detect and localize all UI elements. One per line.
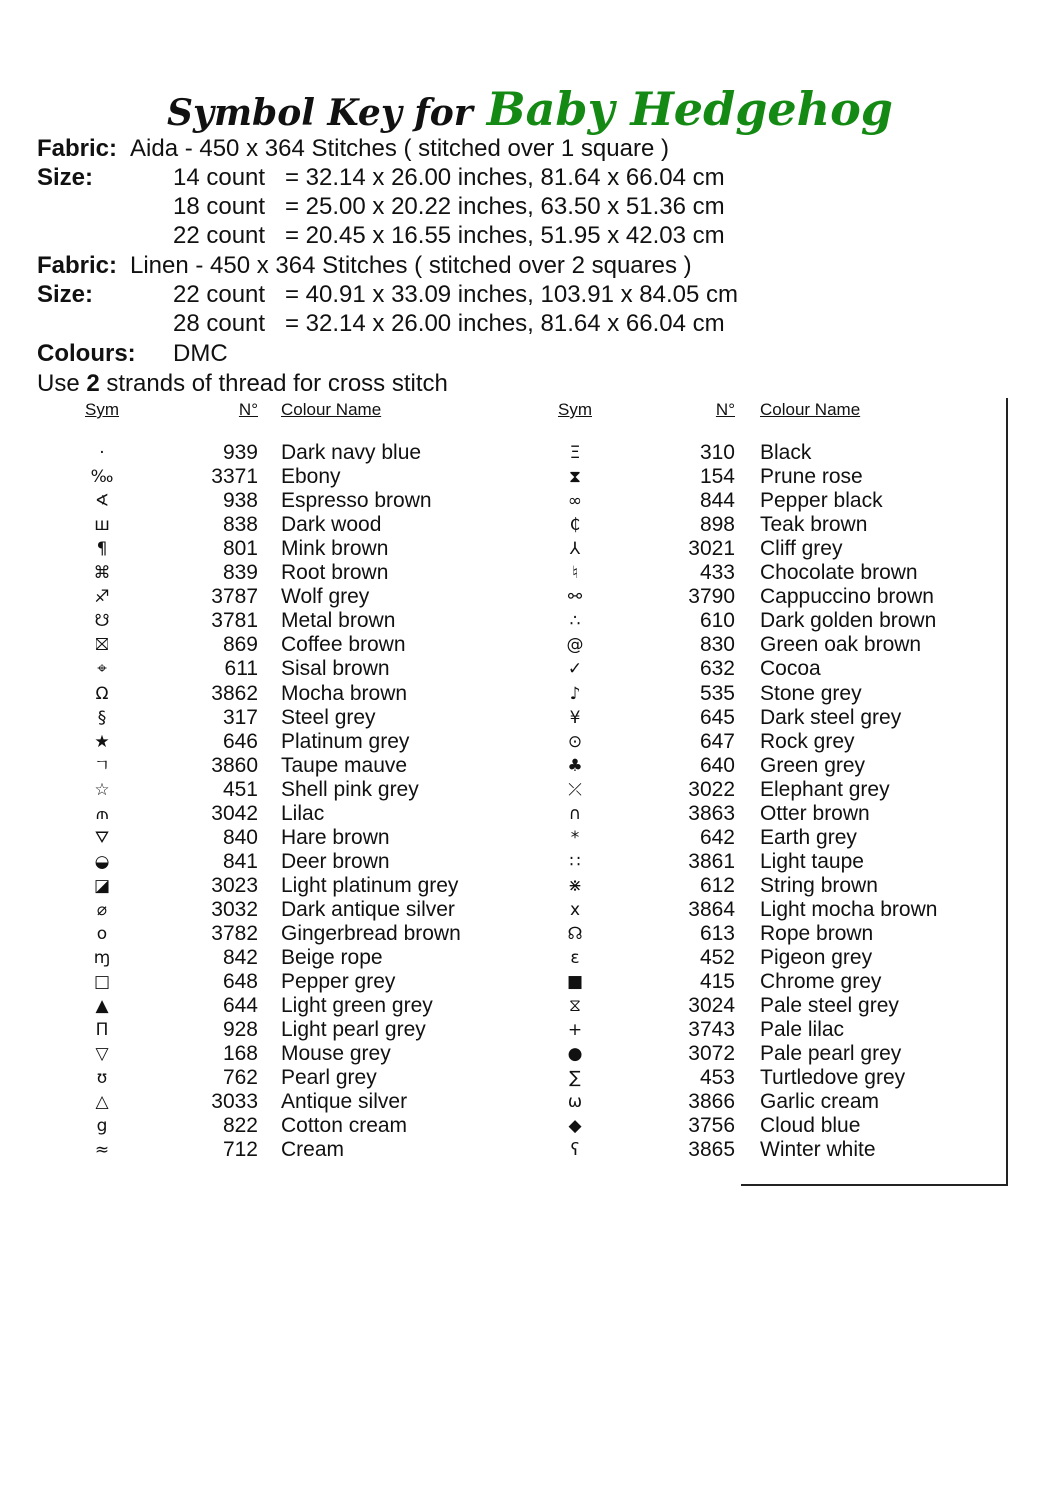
- stitch-symbol-icon: ∢: [94, 491, 110, 512]
- stitch-symbol-icon: ☋: [94, 611, 110, 632]
- dmc-number: 3032: [211, 897, 258, 921]
- dmc-number: 647: [699, 729, 735, 753]
- colour-name: Gingerbread brown: [281, 922, 461, 945]
- stitch-symbol-icon: ◆: [568, 1116, 582, 1137]
- dmc-number: 3756: [688, 1114, 735, 1138]
- dmc-number: 939: [222, 441, 258, 464]
- aida-size-count: 18 count: [173, 193, 266, 220]
- dmc-number: 3781: [211, 609, 258, 633]
- dmc-number: 310: [699, 441, 735, 464]
- colour-name: Light platinum grey: [281, 873, 459, 897]
- stitch-symbol-icon: □: [93, 972, 111, 993]
- dmc-number: 3743: [688, 1018, 735, 1042]
- colour-name: Dark antique silver: [281, 897, 455, 921]
- colour-name: Winter white: [760, 1138, 876, 1162]
- dmc-number: 433: [699, 561, 735, 585]
- title-prefix: Symbol Key for: [167, 92, 473, 134]
- colour-name: Cloud blue: [760, 1114, 861, 1138]
- dmc-number: 648: [222, 970, 258, 994]
- colour-name: Hare brown: [281, 825, 390, 849]
- colour-name: Stone grey: [760, 681, 862, 705]
- dmc-number: 611: [224, 657, 258, 681]
- stitch-symbol-icon: ☆: [94, 779, 110, 800]
- stitch-symbol-icon: △: [95, 1092, 109, 1113]
- dmc-number: 869: [222, 633, 258, 657]
- dmc-number: 830: [699, 633, 735, 657]
- dmc-number: 762: [222, 1066, 258, 1090]
- colour-name: Coffee brown: [281, 633, 406, 657]
- dmc-number: 3072: [688, 1042, 735, 1066]
- colour-name: Steel grey: [281, 705, 376, 729]
- dmc-number: 841: [222, 849, 258, 873]
- colour-name: Mink brown: [281, 537, 389, 561]
- dmc-number: 3023: [211, 873, 258, 897]
- dmc-number: 3787: [211, 585, 258, 609]
- dmc-number: 642: [699, 825, 735, 849]
- dmc-number: 3790: [688, 585, 735, 609]
- colour-name: Mouse grey: [281, 1042, 391, 1066]
- stitch-symbol-icon: *: [570, 827, 580, 848]
- dmc-number: 3024: [688, 994, 735, 1018]
- colour-name: Light pearl grey: [281, 1018, 426, 1042]
- dmc-number: 840: [222, 825, 258, 849]
- stitch-symbol-icon: ₵: [569, 515, 581, 536]
- stitch-symbol-icon: ʊ: [96, 1068, 108, 1089]
- stitch-symbol-icon: ⛛: [94, 827, 110, 848]
- stitch-symbol-icon: ≈: [94, 1140, 110, 1161]
- strands-post: strands of thread for cross stitch: [99, 370, 448, 397]
- colour-name: Pigeon grey: [760, 946, 873, 970]
- stitch-symbol-icon: Ξ: [569, 443, 581, 463]
- stitch-symbol-icon: ∴: [569, 611, 581, 632]
- colour-name: Pale pearl grey: [760, 1042, 902, 1066]
- linen-size-count: 28 count: [173, 310, 266, 337]
- stitch-symbol-icon: ⌘: [93, 563, 111, 584]
- stitch-symbol-icon: Π: [95, 1020, 109, 1041]
- colour-name: Otter brown: [760, 801, 870, 825]
- stitch-symbol-icon: ⧗: [569, 467, 581, 488]
- dmc-number: 3864: [688, 897, 735, 921]
- colour-name: Rope brown: [760, 922, 874, 945]
- colour-name: Pearl grey: [281, 1066, 377, 1090]
- stitch-symbol-icon: ✓: [567, 659, 583, 680]
- dmc-number: 898: [699, 513, 735, 537]
- stitch-symbol-icon: x: [569, 899, 581, 920]
- dmc-number: 3863: [688, 801, 735, 825]
- dmc-number: 712: [222, 1138, 258, 1162]
- dmc-number: 3860: [211, 753, 258, 777]
- colour-name: String brown: [760, 873, 878, 897]
- dmc-number: 844: [699, 489, 735, 513]
- colour-name: Platinum grey: [281, 729, 410, 753]
- dmc-number: 610: [699, 609, 735, 633]
- stitch-symbol-icon: ▽: [95, 1044, 109, 1065]
- dmc-number: 839: [222, 561, 258, 585]
- colour-name: Taupe mauve: [281, 753, 408, 777]
- colour-name: Mocha brown: [281, 681, 408, 705]
- colours-value: DMC: [173, 340, 228, 367]
- linen-size-count: 22 count: [173, 281, 266, 308]
- colour-name: Cliff grey: [760, 537, 843, 561]
- colour-name: Espresso brown: [281, 489, 432, 513]
- stitch-symbol-icon: ☊: [567, 924, 583, 944]
- dmc-number: 3866: [688, 1090, 735, 1114]
- stitch-symbol-icon: ⌖: [97, 659, 107, 680]
- colour-name: Garlic cream: [760, 1090, 880, 1114]
- dmc-number: 640: [699, 753, 735, 777]
- stitch-symbol-icon: ∩: [568, 803, 582, 824]
- colour-name: Chrome grey: [760, 970, 882, 994]
- stitch-symbol-icon: ◪: [93, 875, 111, 896]
- linen-fabric-label: Fabric:: [37, 252, 118, 279]
- aida-size-label: Size:: [37, 164, 94, 191]
- linen-size-dims: = 40.91 x 33.09 inches, 103.91 x 84.05 cm: [285, 281, 738, 308]
- dmc-number: 632: [699, 657, 735, 681]
- stitch-symbol-icon: ∞: [567, 491, 583, 512]
- stitch-symbol-icon: ш: [94, 515, 110, 536]
- stitch-symbol-icon: ⛝: [95, 635, 109, 656]
- aida-size-dims: = 20.45 x 16.55 inches, 51.95 x 42.03 cm: [285, 222, 725, 249]
- stitch-symbol-icon: ♣: [567, 755, 583, 776]
- stitch-symbol-icon: g: [96, 1116, 108, 1137]
- dmc-number: 928: [222, 1018, 258, 1042]
- page-title: [0, 82, 1060, 136]
- dmc-number: 938: [222, 489, 258, 513]
- dmc-number: 3033: [211, 1090, 258, 1114]
- stitch-symbol-icon: ★: [94, 731, 110, 752]
- stitch-symbol-icon: ⌀: [96, 899, 108, 920]
- header-num-left: N°: [238, 400, 258, 419]
- aida-size-dims: = 32.14 x 26.00 inches, 81.64 x 66.04 cm: [285, 164, 725, 191]
- dmc-number: 451: [222, 777, 258, 801]
- colour-name: Pepper grey: [281, 970, 396, 994]
- stitch-symbol-icon: ㄱ: [93, 755, 111, 776]
- stitch-symbol-icon: ⋇: [567, 875, 583, 896]
- strands-note: [37, 370, 448, 398]
- colours-label: Colours:: [37, 340, 136, 367]
- colour-name: Turtledove grey: [760, 1066, 906, 1090]
- dmc-number: 415: [699, 970, 735, 994]
- dmc-number: 3021: [688, 537, 735, 561]
- stitch-symbol-icon: ⊙: [567, 731, 583, 752]
- aida-size-count: 14 count: [173, 164, 266, 191]
- stitch-symbol-icon: ∑: [569, 1068, 581, 1089]
- colour-name: Antique silver: [281, 1090, 408, 1114]
- linen-size-dims: = 32.14 x 26.00 inches, 81.64 x 66.04 cm: [285, 310, 725, 337]
- dmc-number: 3371: [211, 465, 258, 489]
- stitch-symbol-icon: ⧖: [569, 996, 581, 1017]
- colour-name: Elephant grey: [760, 777, 890, 801]
- header-name-right: Colour Name: [760, 400, 861, 419]
- colour-name: Cocoa: [760, 657, 821, 681]
- dmc-number: 644: [222, 994, 258, 1018]
- stitch-symbol-icon: ⤫: [568, 779, 582, 800]
- colour-name: Light taupe: [760, 849, 864, 873]
- aida-size-dims: = 25.00 x 20.22 inches, 63.50 x 51.36 cm: [285, 193, 725, 220]
- table-bottom-border: [741, 1184, 1008, 1186]
- colour-name: Shell pink grey: [281, 777, 419, 801]
- stitch-symbol-icon: ω: [567, 1092, 583, 1113]
- stitch-symbol-icon: ♪: [569, 683, 581, 704]
- colour-name: Cotton cream: [281, 1114, 408, 1138]
- dmc-number: 3022: [688, 777, 735, 801]
- stitch-symbol-icon: ♐: [94, 587, 110, 608]
- stitch-symbol-icon: ʕ: [570, 1140, 580, 1161]
- colour-name: Deer brown: [281, 849, 390, 873]
- colour-name: Green oak brown: [760, 633, 922, 657]
- table-right-border: [1006, 398, 1008, 1186]
- stitch-symbol-icon: ∷: [569, 851, 581, 872]
- dmc-number: 3861: [688, 849, 735, 873]
- aida-fabric-value: Aida - 450 x 364 Stitches ( stitched over 1 square ): [130, 135, 669, 162]
- dmc-number: 452: [699, 946, 735, 970]
- pattern-name: Baby Hedgehog: [486, 82, 893, 136]
- colour-name: Metal brown: [281, 609, 396, 633]
- stitch-symbol-icon: Ω: [95, 683, 109, 704]
- dmc-number: 842: [222, 946, 258, 970]
- stitch-symbol-icon: ⚯: [567, 587, 583, 608]
- dmc-number: 453: [699, 1066, 735, 1090]
- stitch-symbol-icon: ɛ: [570, 948, 580, 969]
- header-sym-right: Sym: [558, 400, 592, 419]
- stitch-symbol-icon: ●: [567, 1044, 583, 1065]
- colour-name: Black: [760, 441, 812, 464]
- dmc-number: 645: [699, 705, 735, 729]
- strands-pre: Use: [37, 370, 87, 397]
- colour-name: Dark navy blue: [281, 441, 422, 464]
- strands-count: 2: [86, 370, 100, 397]
- header-sym-left: Sym: [85, 400, 119, 419]
- colour-name: Cappuccino brown: [760, 585, 934, 609]
- colour-name: Earth grey: [760, 825, 857, 849]
- colour-name: Pale steel grey: [760, 994, 899, 1018]
- colour-name: Dark steel grey: [760, 705, 902, 729]
- colour-name: Lilac: [281, 801, 325, 825]
- dmc-number: 838: [222, 513, 258, 537]
- stitch-symbol-icon: ⅄: [569, 539, 581, 560]
- dmc-number: 3782: [211, 922, 258, 945]
- stitch-symbol-icon: ·: [99, 443, 105, 463]
- stitch-symbol-icon: ♮: [571, 563, 579, 584]
- stitch-symbol-icon: ¥: [569, 707, 581, 728]
- aida-fabric-line: [37, 135, 669, 163]
- colour-name: Ebony: [281, 465, 341, 489]
- colour-name: Sisal brown: [281, 657, 390, 681]
- colour-name: Teak brown: [760, 513, 868, 537]
- header-name-left: Colour Name: [281, 400, 382, 419]
- colour-name: Dark golden brown: [760, 609, 937, 633]
- stitch-symbol-icon: +: [567, 1020, 583, 1041]
- dmc-number: 154: [699, 465, 735, 489]
- dmc-number: 3862: [211, 681, 258, 705]
- colour-name: Pale lilac: [760, 1018, 845, 1042]
- colour-name: Light mocha brown: [760, 897, 938, 921]
- stitch-symbol-icon: o: [96, 924, 108, 944]
- colour-name: Root brown: [281, 561, 389, 585]
- colour-name: Dark wood: [281, 513, 382, 537]
- dmc-number: 317: [222, 705, 258, 729]
- dmc-number: 613: [699, 922, 735, 945]
- linen-size-label: Size:: [37, 281, 94, 308]
- stitch-symbol-icon: ■: [566, 972, 584, 993]
- linen-fabric-line: [37, 252, 692, 280]
- aida-size-count: 22 count: [173, 222, 266, 249]
- dmc-number: 612: [699, 873, 735, 897]
- colour-name: Pepper black: [760, 489, 883, 513]
- dmc-number: 822: [222, 1114, 258, 1138]
- stitch-symbol-icon: ▲: [95, 996, 109, 1017]
- dmc-number: 3865: [688, 1138, 735, 1162]
- colour-name: Beige rope: [281, 946, 383, 970]
- stitch-symbol-icon: @: [566, 635, 584, 656]
- dmc-number: 646: [222, 729, 258, 753]
- colour-name: Wolf grey: [281, 585, 370, 609]
- dmc-number: 535: [699, 681, 735, 705]
- colour-name: Rock grey: [760, 729, 855, 753]
- aida-fabric-label: Fabric:: [37, 135, 118, 162]
- stitch-symbol-icon: §: [97, 707, 107, 728]
- stitch-symbol-icon: ¶: [96, 539, 108, 560]
- dmc-number: 168: [222, 1042, 258, 1066]
- header-num-right: N°: [715, 400, 735, 419]
- stitch-symbol-icon: ⫙: [96, 803, 108, 824]
- colour-name: Light green grey: [281, 994, 433, 1018]
- stitch-symbol-icon: ◒: [94, 851, 110, 872]
- stitch-symbol-icon: ‰: [90, 467, 114, 488]
- colour-name: Chocolate brown: [760, 561, 918, 585]
- dmc-number: 801: [222, 537, 258, 561]
- linen-fabric-value: Linen - 450 x 364 Stitches ( stitched over 2 squares ): [130, 252, 692, 279]
- colour-name: Green grey: [760, 753, 866, 777]
- colour-name: Prune rose: [760, 465, 863, 489]
- stitch-symbol-icon: ɱ: [93, 948, 111, 969]
- colour-name: Cream: [281, 1138, 345, 1162]
- dmc-number: 3042: [211, 801, 258, 825]
